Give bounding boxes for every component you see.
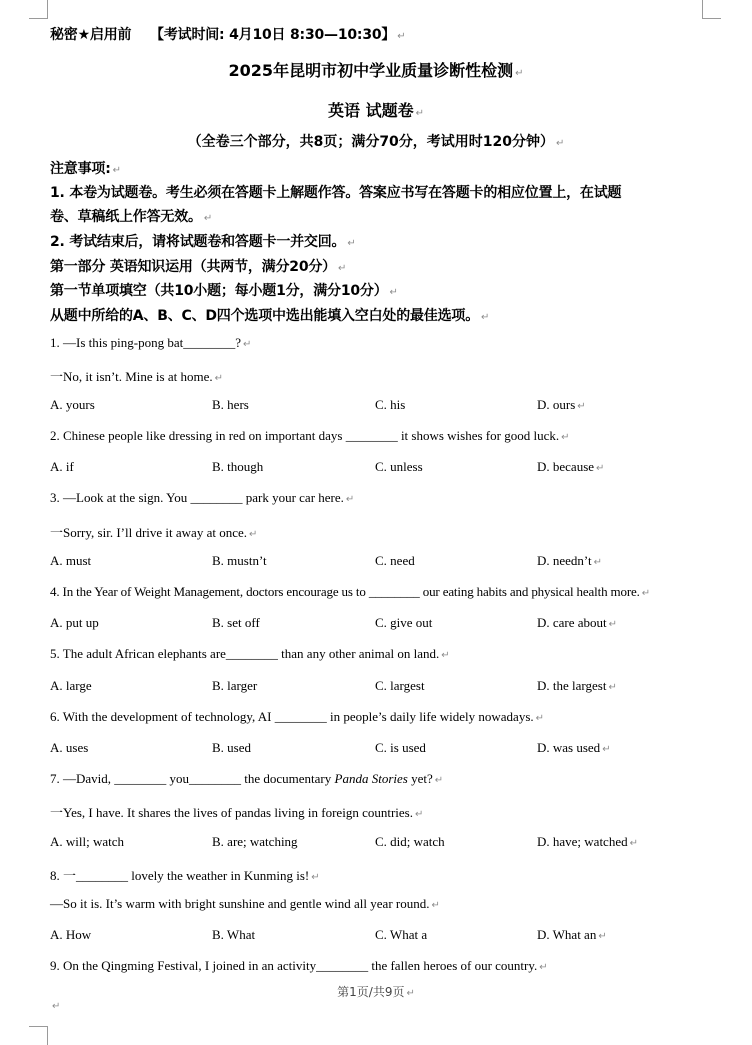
note-item-1: 1. 本卷为试题卷。考生必须在答题卡上解题作答。答案应书写在答题卡的相应位置上，在试题 (50, 185, 622, 201)
exam-subtitle: 英语 试题卷 ↵ (328, 101, 424, 120)
q7-option-d: D. have; watched ↵ (537, 834, 638, 849)
q5-option-d: D. the largest ↵ (537, 678, 617, 693)
q4-option-d: D. care about ↵ (537, 615, 618, 630)
q2-option-a: A. if (50, 459, 74, 474)
question-3-answer-line: 一Sorry, sir. I’ll drive it away at once. ↵ (50, 525, 258, 540)
q7-option-b: B. are; watching (212, 834, 298, 849)
q6-option-c: C. is used (375, 740, 426, 755)
note-item-1-cont: 卷、草稿纸上作答无效。 ↵ (50, 209, 212, 225)
q8-option-a: A. How (50, 927, 92, 942)
q7-option-a: A. will; watch (50, 834, 125, 849)
secrecy-label: 秘密★启用前 (50, 27, 132, 43)
q2-option-c: C. unless (375, 459, 423, 474)
q4-option-a: A. put up (50, 615, 99, 630)
q7-option-c: C. did; watch (375, 834, 445, 849)
question-1: 1. —Is this ping-pong bat________? ↵ (50, 335, 252, 350)
q4-option-c: C. give out (375, 615, 433, 630)
part1-heading: 第一部分 英语知识运用（共两节，满分20分） ↵ (50, 259, 347, 275)
section1-instruction: 从题中所给的A、B、C、D四个选项中选出能填入空白处的最佳选项。 ↵ (50, 308, 490, 324)
q4-option-b: B. set off (212, 615, 260, 630)
q2-option-b: B. though (212, 459, 264, 474)
q1-option-d: D. ours ↵ (537, 397, 586, 412)
page-corner-mark (702, 0, 721, 19)
q5-option-b: B. larger (212, 678, 258, 693)
q8-option-d: D. What an ↵ (537, 927, 607, 942)
q2-option-d: D. because ↵ (537, 459, 605, 474)
note-item-2: 2. 考试结束后，请将试题卷和答题卡一并交回。 ↵ (50, 234, 356, 250)
q5-option-a: A. large (50, 678, 92, 693)
question-2: 2. Chinese people like dressing in red on important days ________ it shows wishes for good luck. ↵ (50, 428, 570, 443)
q8-option-c: C. What a (375, 927, 428, 942)
q3-option-c: C. need (375, 553, 415, 568)
question-7-answer-line: 一Yes, I have. It shares the lives of pandas living in foreign countries. ↵ (50, 805, 424, 820)
question-4: 4. In the Year of Weight Management, doctors encourage us to ________ our eating habits and physical health more. ↵ (50, 584, 650, 599)
q1-option-b: B. hers (212, 397, 249, 412)
question-8: 8. 一________ lovely the weather in Kunming is! ↵ (50, 868, 320, 883)
page-footer: 第1页/共9页 ↵ (337, 985, 415, 999)
page-corner-mark (29, 1026, 48, 1045)
question-9: 9. On the Qingming Festival, I joined in an activity________ the fallen heroes of our country. ↵ (50, 958, 548, 973)
documentary-title: Panda Stories (334, 771, 408, 786)
question-6: 6. With the development of technology, AI ________ in people’s daily life widely nowadays. ↵ (50, 709, 545, 724)
q6-option-d: D. was used ↵ (537, 740, 611, 755)
page-corner-mark (29, 0, 48, 19)
q6-option-a: A. uses (50, 740, 89, 755)
paragraph-mark: ↵ (397, 31, 406, 42)
notes-heading: 注意事项: ↵ (50, 161, 121, 177)
q3-option-d: D. needn’t ↵ (537, 553, 603, 568)
section1-heading: 第一节单项填空（共10小题；每小题1分，满分10分） ↵ (50, 283, 398, 299)
paragraph-mark: ↵ (52, 1001, 61, 1012)
question-1-answer-line: 一No, it isn’t. Mine is at home. ↵ (50, 369, 224, 384)
q3-option-b: B. mustn’t (212, 553, 267, 568)
q3-option-a: A. must (50, 553, 92, 568)
question-7: 7. —David, ________ you________ the documentary Panda Stories yet? ↵ (50, 771, 444, 786)
q1-option-c: C. his (375, 397, 406, 412)
exam-title: 2025年昆明市初中学业质量诊断性检测 ↵ (228, 61, 524, 80)
question-3: 3. —Look at the sign. You ________ park your car here. ↵ (50, 490, 355, 505)
q5-option-c: C. largest (375, 678, 425, 693)
q8-option-b: B. What (212, 927, 256, 942)
exam-time: 【考试时间: 4月10日 8:30—10:30】 (150, 27, 396, 43)
q6-option-b: B. used (212, 740, 251, 755)
exam-info: （全卷三个部分，共8页；满分70分，考试用时120分钟） ↵ (187, 134, 565, 150)
question-8-answer-line: —So it is. It’s warm with bright sunshine and gentle wind all year round. ↵ (50, 896, 440, 911)
question-5: 5. The adult African elephants are________ than any other animal on land. ↵ (50, 646, 450, 661)
header-line (50, 24, 405, 44)
q1-option-a: A. yours (50, 397, 95, 412)
